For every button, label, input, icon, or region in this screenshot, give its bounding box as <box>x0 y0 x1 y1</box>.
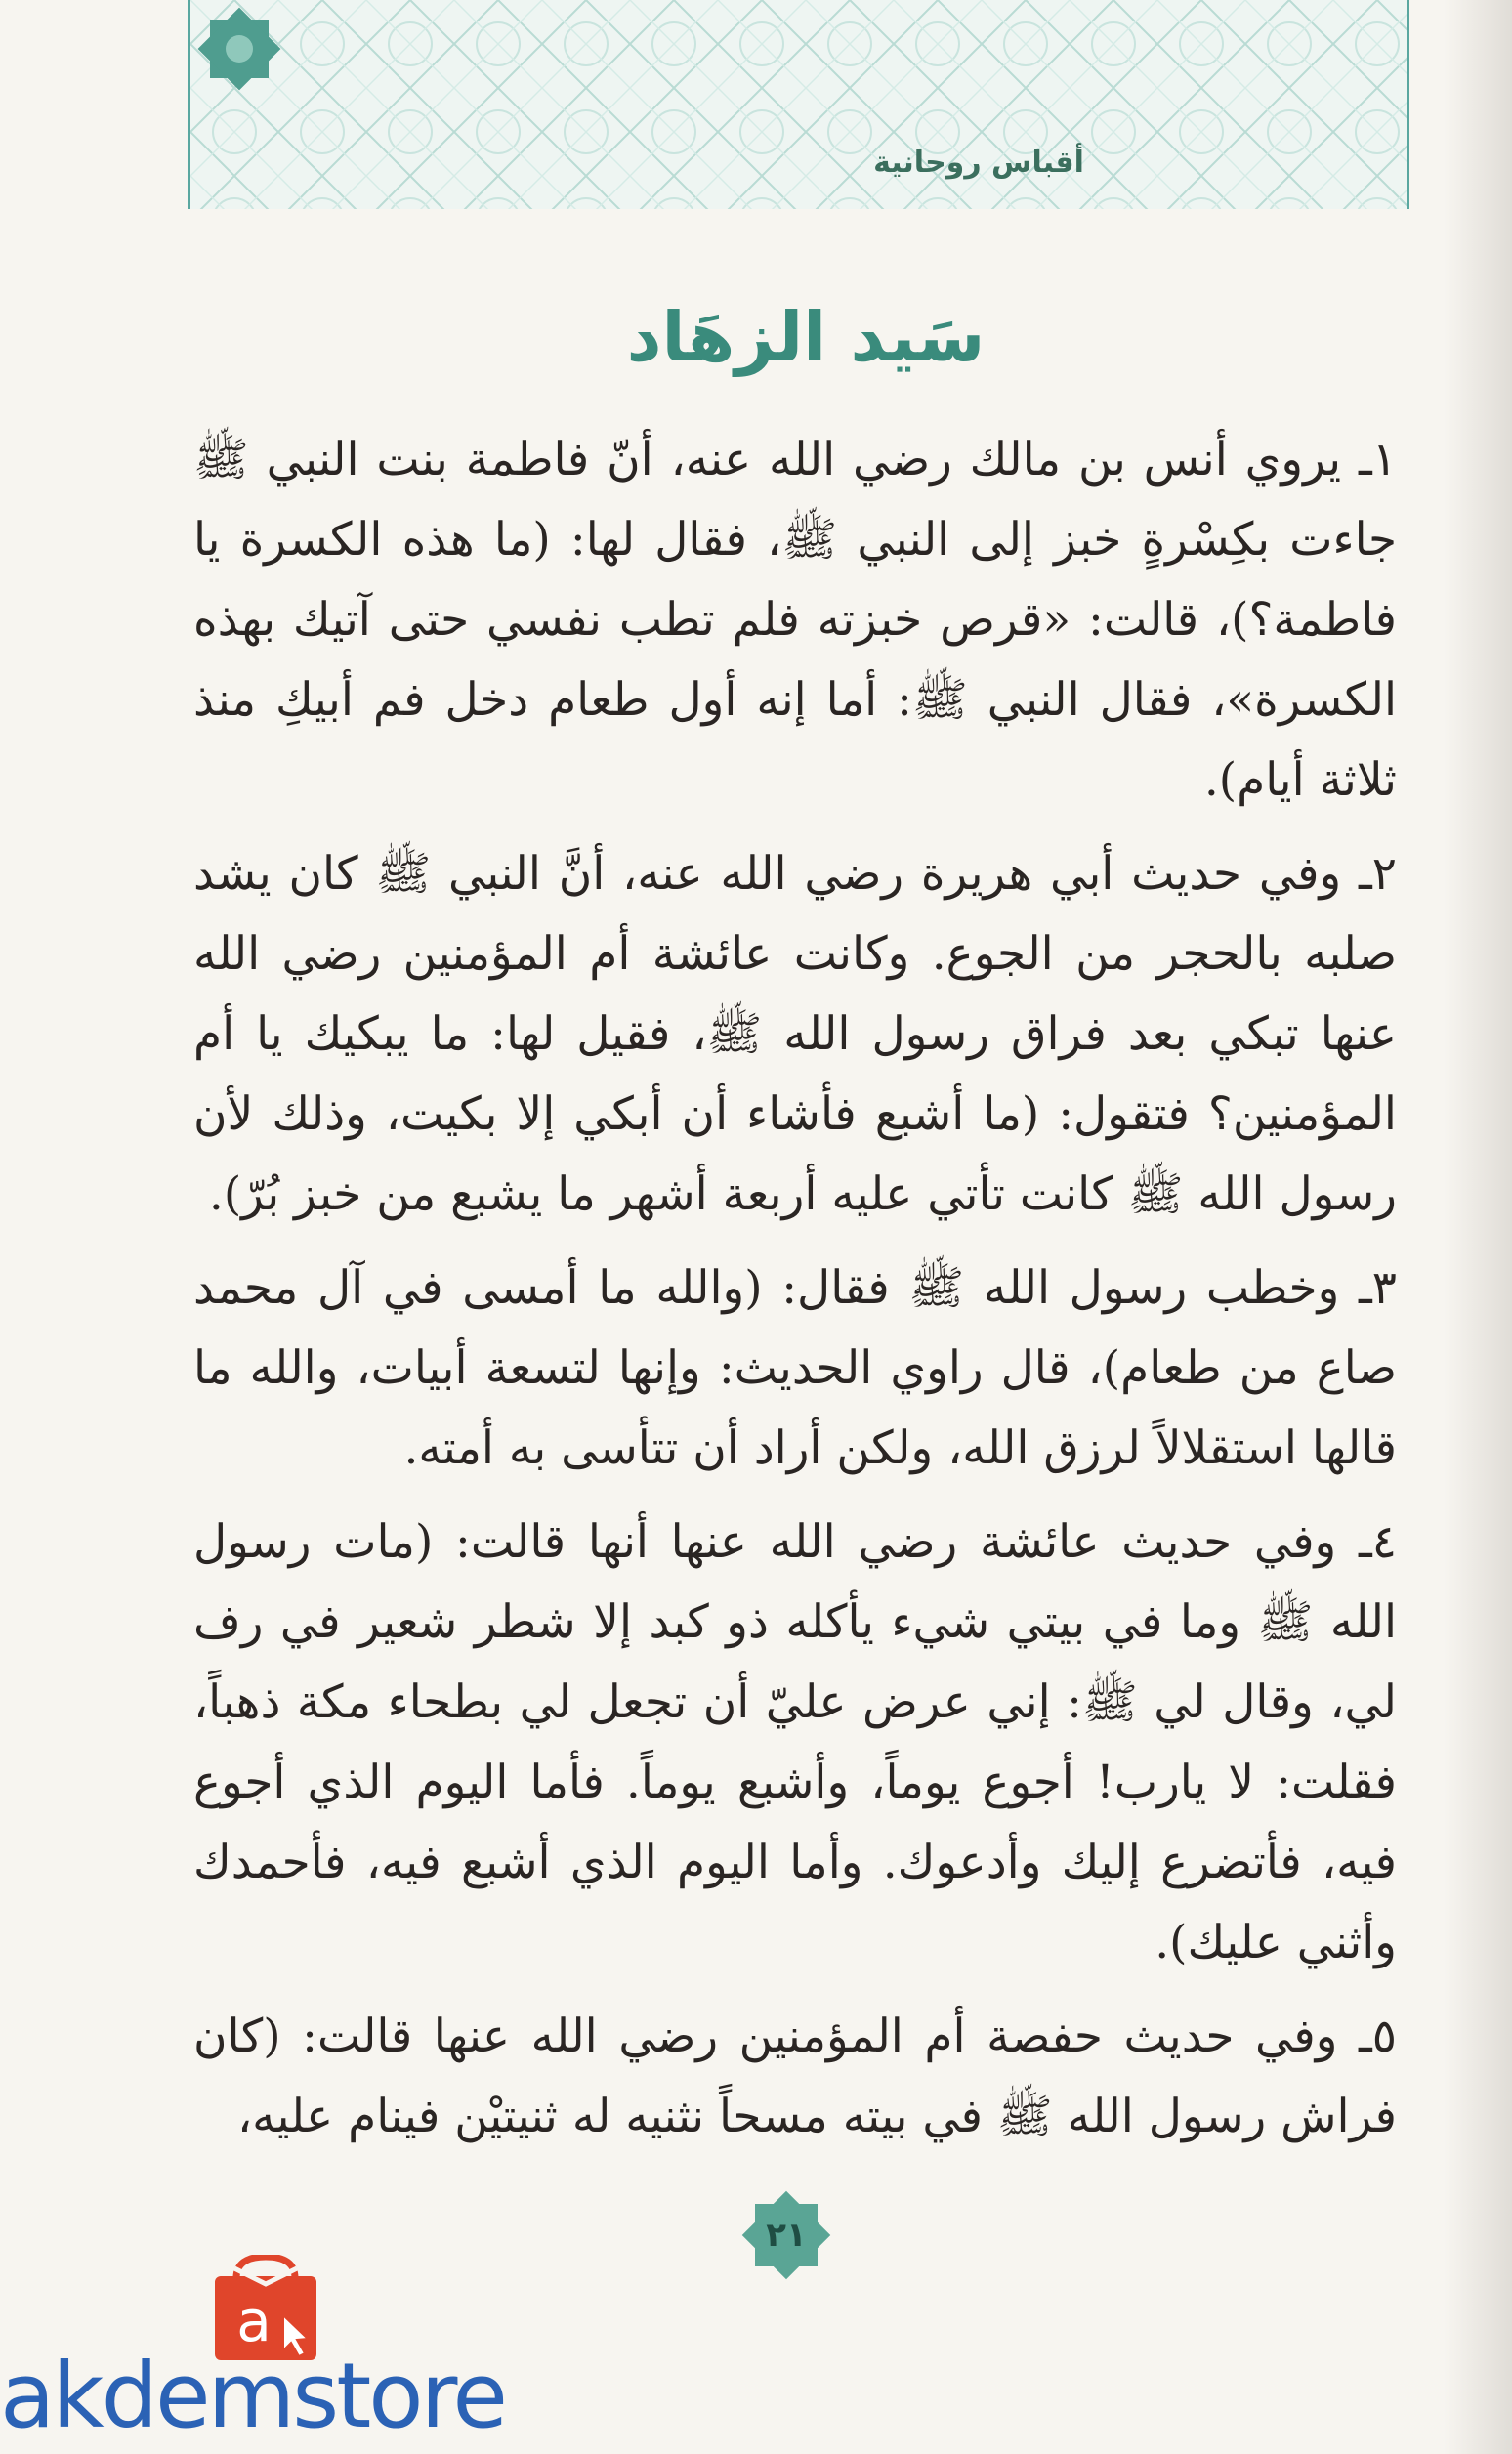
geometric-pattern <box>190 0 1407 209</box>
running-header-caption: أقباس روحانية <box>873 146 1084 180</box>
paragraph-3: ٣ـ وخطب رسول الله ﷺ فقال: (والله ما أمسى في آل محمد صاع من طعام)، قال راوي الحديث: وإنها لتسعة أبيات، والله ما قالها استقلالاً لرزق الله، ولكن أراد أن تتأسى به أمته. <box>193 1261 1397 1475</box>
paragraph-1: ١ـ يروي أنس بن مالك رضي الله عنه، أنّ فاطمة بنت النبي ﷺ جاءت بكِسْرةٍ خبز إلى النبي ﷺ، فقال لها: (ما هذه الكسرة يا فاطمة؟)، قالت: «قرص خبزته فلم تطب نفسي حتى آتيك بهذه الكسرة»، فقال النبي ﷺ: أما إنه أول طعام دخل فم أبيكِ منذ ثلاثة أيام). <box>193 433 1397 807</box>
page-edge-shadow <box>1444 0 1512 2454</box>
store-watermark-text: akdemstore <box>0 2344 505 2448</box>
paragraph-4: ٤ـ وفي حديث عائشة رضي الله عنها أنها قالت: (مات رسول الله ﷺ وما في بيتي شيء يأكله ذو كبد إلا شطر شعير في رف لي، وقال لي ﷺ: إني عرض عليّ أن تجعل لي بطحاء مكة ذهباً، فقلت: لا يارب! أجوع يوماً، وأشبع يوماً. فأما اليوم الذي أجوع فيه، فأتضرع إليك وأدعوك. وأما اليوم الذي أشبع فيه، فأحمدك وأثني عليك). <box>193 1515 1397 1969</box>
page-number-badge <box>737 2186 835 2284</box>
body-text <box>193 420 1397 2149</box>
header-star-emblem <box>190 0 288 98</box>
decorative-header <box>188 0 1409 209</box>
paragraph-5: ٥ـ وفي حديث حفصة أم المؤمنين رضي الله عنها قالت: (كان فراش رسول الله ﷺ في بيته مسحاً نثنيه له ثنيتيْن فينام عليه، <box>193 2010 1397 2143</box>
logo-badge-letter: a <box>236 2288 272 2354</box>
page-number: ٢١ <box>766 2216 807 2255</box>
paragraph-2: ٢ـ وفي حديث أبي هريرة رضي الله عنه، أنَّ النبي ﷺ كان يشد صلبه بالحجر من الجوع. وكانت عائشة أم المؤمنين رضي الله عنها تبكي بعد فراق رسول الله ﷺ، فقيل لها: ما يبكيك يا أم المؤمنين؟ فتقول: (ما أشبع فأشاء أن أبكي إلا بكيت، وذلك لأن رسول الله ﷺ كانت تأتي عليه أربعة أشهر ما يشبع من خبز بُرّ). <box>193 847 1397 1221</box>
chapter-title: سَيد الزهَاد <box>626 297 986 377</box>
